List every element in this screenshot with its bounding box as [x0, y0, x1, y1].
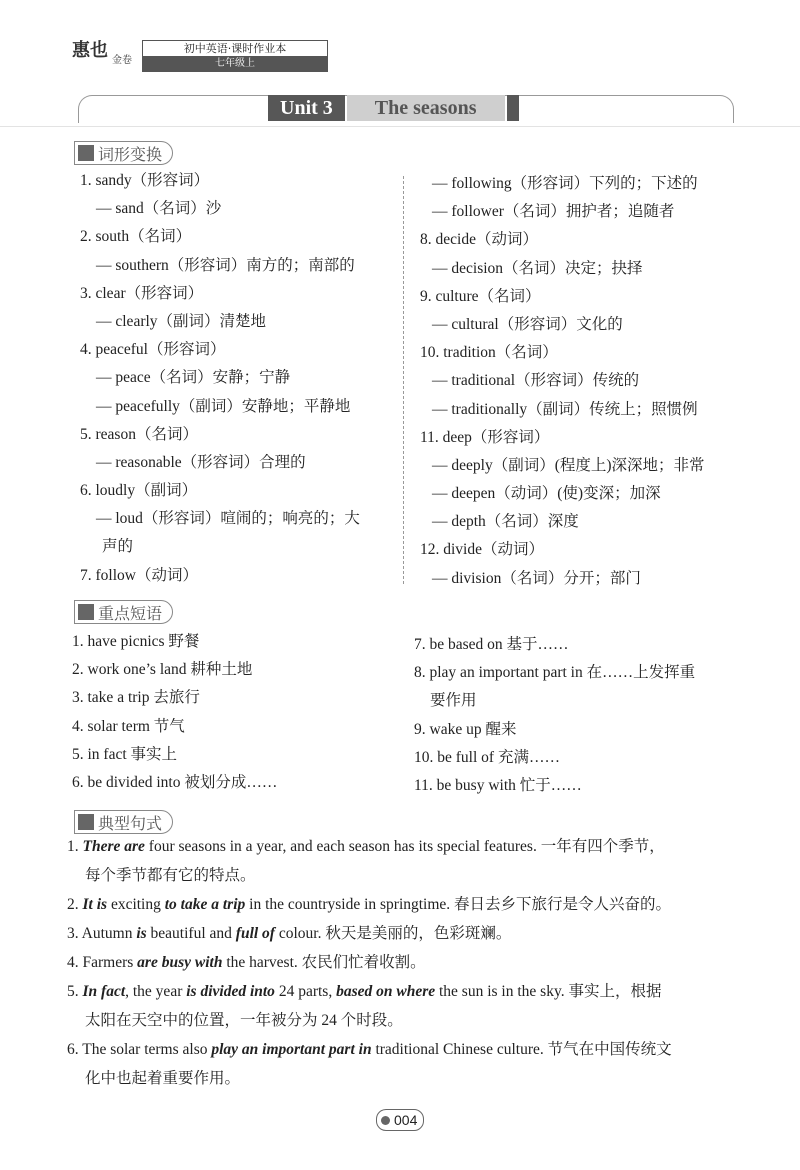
- list-item: 12. divide（动词）: [420, 541, 544, 559]
- list-item: 2. work one’s land 耕种土地: [72, 661, 253, 679]
- list-item: — peace（名词）安静；宁静: [96, 369, 291, 387]
- unit-number: Unit 3: [268, 95, 345, 121]
- list-item: 11. deep（形容词）: [420, 428, 550, 446]
- list-item: — decision（名词）决定；抉择: [432, 259, 643, 277]
- section-sentences: [74, 810, 173, 834]
- phrases-right: [414, 631, 695, 800]
- section-phrases: [74, 600, 173, 624]
- sentence-4: 4. Farmers are busy with the harvest. 农民们忙着收割。: [67, 954, 426, 971]
- book-title: 初中英语·课时作业本: [183, 42, 287, 55]
- section-word-forms: [74, 141, 173, 165]
- dot-icon: [381, 1116, 390, 1125]
- list-item: — sand（名词）沙: [96, 200, 222, 218]
- sentence-5-cont: 太阳在天空中的位置，一年被分为 24 个时段。: [85, 1012, 403, 1029]
- list-item: 11. be busy with 忙于……: [414, 776, 582, 794]
- square-icon: [78, 604, 94, 620]
- list-item: — reasonable（形容词）合理的: [96, 453, 306, 471]
- unit-name: The seasons: [347, 95, 505, 121]
- list-item: — loud（形容词）喧闹的；响亮的；大: [96, 510, 360, 528]
- list-item: — clearly（副词）清楚地: [96, 312, 267, 330]
- list-item: 3. take a trip 去旅行: [72, 689, 200, 707]
- list-item: 1. have picnics 野餐: [72, 633, 200, 650]
- sentence-2: 2. It is exciting to take a trip in the countryside in springtime. 春日去乡下旅行是令人兴奋的。: [67, 896, 672, 913]
- list-item: 要作用: [430, 692, 477, 710]
- list-item: 4. solar term 节气: [72, 717, 185, 735]
- list-item: 7. be based on 基于……: [414, 636, 569, 653]
- phrases-left: [72, 628, 277, 797]
- list-item: 5. reason（名词）: [80, 425, 198, 443]
- unit-banner-end: [507, 95, 519, 121]
- list-item: 6. loudly（副词）: [80, 482, 198, 500]
- unit-title: [268, 95, 519, 121]
- list-item: 声的: [102, 538, 134, 556]
- list-item: — southern（形容词）南方的；南部的: [96, 256, 355, 274]
- sentence-6-cont: 化中也起着重要作用。: [85, 1070, 241, 1087]
- list-item: — division（名词）分开；部门: [432, 569, 641, 587]
- list-item: — traditional（形容词）传统的: [432, 372, 640, 390]
- sentence-5: 5. In fact, the year is divided into 24 parts, based on where the sun is in the sky. 事实上，根据: [67, 983, 662, 1000]
- list-item: — follower（名词）拥护者；追随者: [432, 203, 675, 221]
- page-number: 004: [394, 1112, 418, 1128]
- list-item: 10. be full of 充满……: [414, 748, 560, 766]
- book-title-box: [142, 40, 328, 72]
- square-icon: [78, 145, 94, 161]
- list-item: — deepen（动词）(使)变深；加深: [432, 485, 661, 503]
- list-item: 8. play an important part in 在……上发挥重: [414, 664, 696, 682]
- square-icon: [78, 814, 94, 830]
- logo: 惠也 金卷: [72, 40, 132, 66]
- list-item: 1. sandy（形容词）: [80, 172, 210, 189]
- list-item: — depth（名词）深度: [432, 513, 579, 531]
- list-item: — following（形容词）下列的；下述的: [432, 175, 698, 192]
- column-divider: [403, 176, 404, 584]
- sentence-3: 3. Autumn is beautiful and full of colour. 秋天是美丽的，色彩斑斓。: [67, 925, 512, 942]
- list-item: 4. peaceful（形容词）: [80, 341, 226, 359]
- sentence-1-cont: 每个季节都有它的特点。: [85, 867, 256, 884]
- list-item: 9. wake up 醒来: [414, 720, 517, 738]
- page-number-badge: [376, 1109, 424, 1131]
- grade-label: 七年级上: [143, 56, 327, 71]
- list-item: — deeply（副词）(程度上)深深地；非常: [432, 456, 705, 474]
- list-item: — peacefully（副词）安静地；平静地: [96, 397, 351, 415]
- list-item: 7. follow（动词）: [80, 566, 198, 584]
- word-forms-left: [80, 167, 360, 590]
- list-item: 2. south（名词）: [80, 228, 192, 246]
- section-label: 重点短语: [98, 603, 163, 623]
- list-item: 8. decide（动词）: [420, 231, 538, 249]
- sentence-list: [67, 832, 735, 1093]
- sentence-1: 1. There are four seasons in a year, and each season has its special features. 一年有四个季节，: [67, 838, 665, 855]
- list-item: — cultural（形容词）文化的: [432, 315, 623, 333]
- list-item: — traditionally（副词）传统上；照惯例: [432, 400, 698, 418]
- list-item: 6. be divided into 被划分成……: [72, 773, 278, 791]
- list-item: 9. culture（名词）: [420, 287, 541, 305]
- list-item: 5. in fact 事实上: [72, 745, 178, 763]
- sentence-6: 6. The solar terms also play an important part in traditional Chinese culture. 节气在中国传统文: [67, 1041, 672, 1058]
- section-label: 词形变换: [98, 144, 163, 164]
- list-item: 3. clear（形容词）: [80, 284, 204, 302]
- list-item: 10. tradition（名词）: [420, 344, 558, 362]
- section-label: 典型句式: [98, 813, 163, 833]
- word-forms-right: [420, 170, 705, 593]
- divider: [0, 126, 800, 127]
